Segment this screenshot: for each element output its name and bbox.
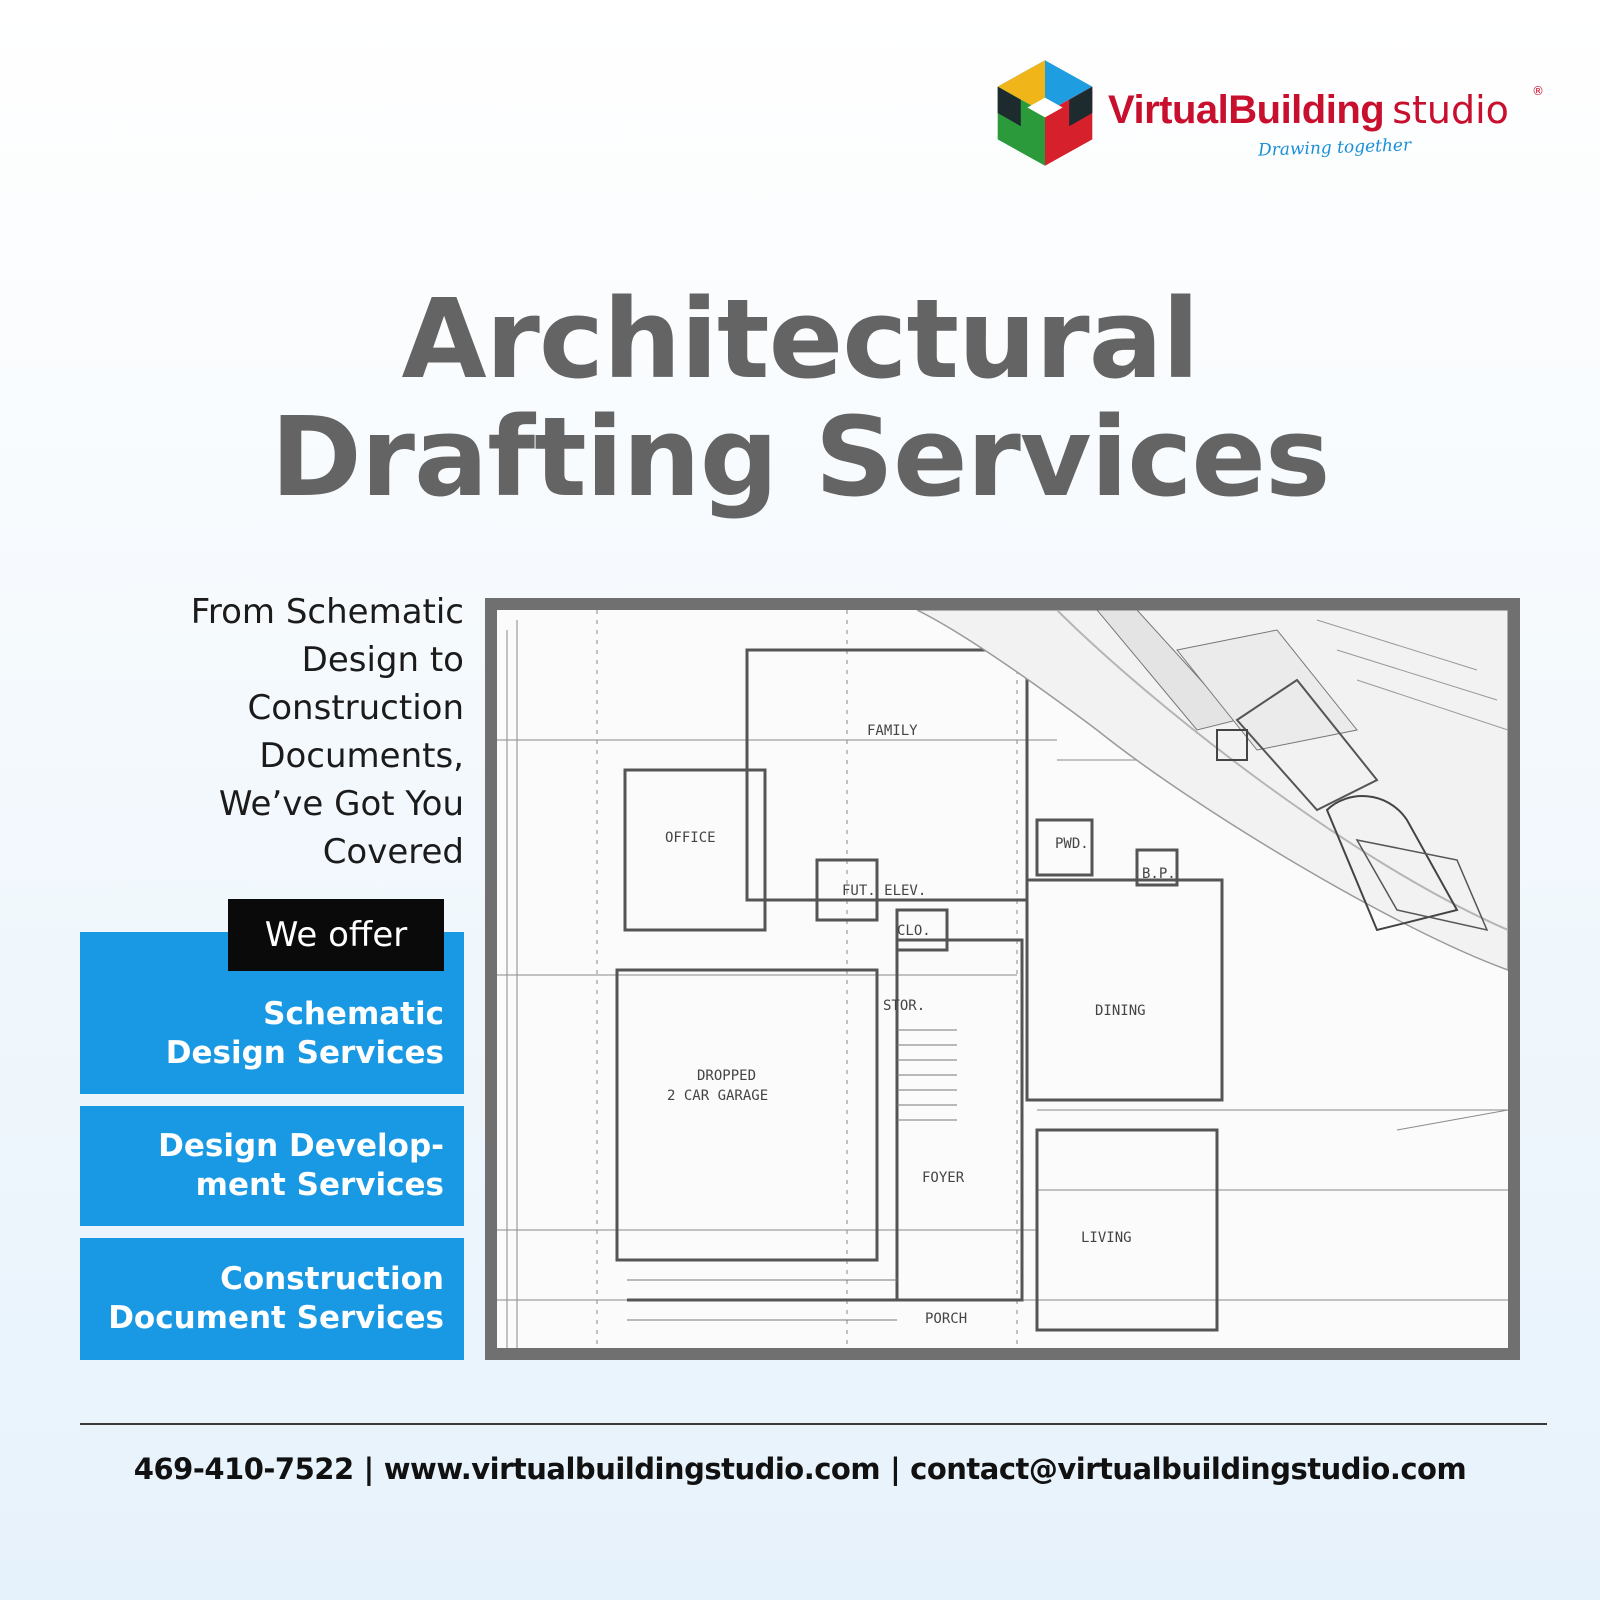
floor-plan-drawing <box>497 610 1508 1348</box>
service-line: Schematic <box>263 996 444 1032</box>
blueprint-image-frame <box>485 598 1520 1360</box>
footer-divider <box>80 1423 1547 1425</box>
service-design-development <box>80 1106 464 1226</box>
brand-studio: studio <box>1392 88 1509 132</box>
title-line-2: Drafting Services <box>270 393 1330 521</box>
room-label: DROPPED <box>697 1068 757 1084</box>
tagline-line: Documents, <box>259 736 464 776</box>
room-label: FUT. ELEV. <box>842 883 927 899</box>
brand-logo <box>990 58 1550 178</box>
brand-name: VirtualBuilding <box>1108 88 1385 132</box>
separator: | <box>890 1452 901 1486</box>
brand-tagline: Drawing together <box>1257 135 1412 161</box>
blueprint-image <box>497 610 1508 1348</box>
title-line-1: Architectural <box>401 275 1199 403</box>
room-label: OFFICE <box>665 830 716 846</box>
room-label: STOR. <box>883 998 926 1014</box>
service-construction-documents <box>80 1238 464 1360</box>
page-title <box>0 275 1600 521</box>
tagline-line: We’ve Got You <box>218 784 464 824</box>
room-label: DINING <box>1095 1003 1146 1019</box>
service-line: ment Services <box>195 1167 444 1203</box>
tagline-line: Design to <box>301 640 464 680</box>
room-label: CLO. <box>897 923 931 939</box>
brand-wordmark <box>1108 88 1509 133</box>
room-label: LIVING <box>1081 1230 1132 1246</box>
room-label: PORCH <box>925 1311 968 1327</box>
tagline-line: Construction <box>247 688 464 728</box>
email-link[interactable]: contact@virtualbuildingstudio.com <box>910 1452 1467 1486</box>
cube-logo-icon <box>990 58 1100 168</box>
we-offer-badge: We offer <box>228 899 444 971</box>
room-label: FAMILY <box>867 723 918 739</box>
room-label: B.P. <box>1142 866 1176 882</box>
room-label: FOYER <box>922 1170 965 1186</box>
tagline-line: From Schematic <box>190 592 464 632</box>
tagline-line: Covered <box>322 832 464 872</box>
service-line: Construction <box>220 1261 444 1297</box>
separator: | <box>363 1452 374 1486</box>
website-link[interactable]: www.virtualbuildingstudio.com <box>383 1452 881 1486</box>
registered-mark: ® <box>1532 84 1544 98</box>
contact-bar <box>0 1452 1600 1486</box>
room-label: PWD. <box>1055 836 1089 852</box>
service-line: Design Develop- <box>158 1128 444 1164</box>
tagline <box>80 588 464 876</box>
phone-number[interactable]: 469-410-7522 <box>133 1452 354 1486</box>
room-label: 2 CAR GARAGE <box>667 1088 769 1104</box>
service-line: Design Services <box>165 1035 444 1071</box>
service-line: Document Services <box>108 1300 444 1336</box>
